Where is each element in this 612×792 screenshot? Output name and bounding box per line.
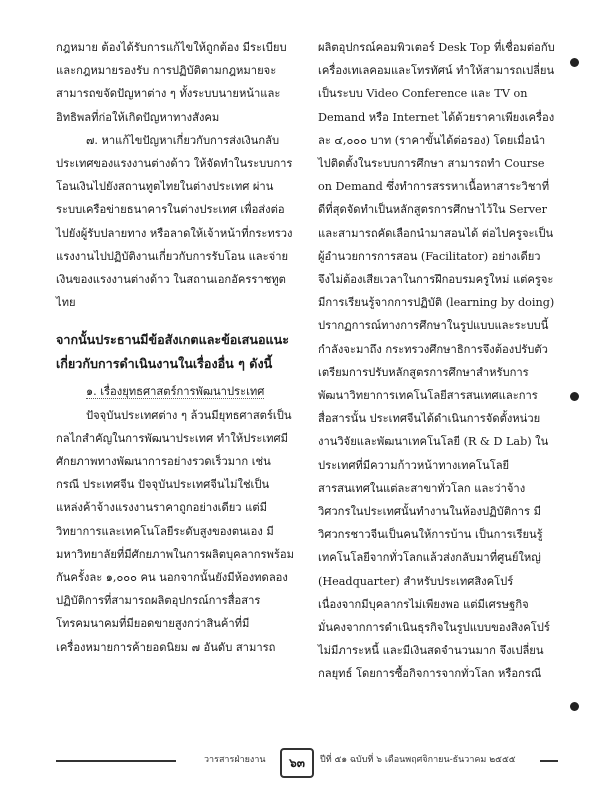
section-heading: จากนั้นประธานมีข้อสังเกตและข้อเสนอแนะเกี่ยวกับการดำเนินงานในเรื่องอื่น ๆ ดังนี้ [56,332,290,372]
list-item-heading [56,380,294,403]
page-number-logo: ๖๓ [280,748,314,778]
left-paragraph-2: ๗. หาแก้ไขปัญหาเกี่ยวกับการส่งเงินกลับประเทศของแรงงานต่างด้าว ให้จัดทำในระบบการโอนเงินไปยังสถานทูตไทยในต่างประเทศ ผ่านระบบเครือข่ายธนาคารในต่างประเทศ เพื่อส่งต่อไปยังผู้รับปลายทาง หรือลาดให้เจ้าหน้าที่กระทรวงแรงงานไปปฏิบัติงานเกี่ยวกับการรับโอน และจ่ายเงินของแรงงานต่างด้าว ในสถานเอกอัครราชทูตไทย [56,133,293,310]
footer-rule-right [540,760,558,762]
punch-hole-top [570,58,579,67]
punch-hole-middle [570,392,579,401]
left-column [56,36,294,659]
footer-rule-left [56,760,176,762]
left-paragraph-3: ปัจจุบันประเทศต่าง ๆ ล้วนมียุทธศาสตร์เป็นกลไกสำคัญในการพัฒนาประเทศ ทำให้ประเทศมีศักยภาพทางพัฒนาการอย่างรวดเร็วมาก เช่น กรณี ประเทศจีน ปัจจุบันประเทศจีนไม่ใช่เป็นแหล่งค้าจ้างแรงงานราคาถูกอย่างเดียว แต่มีวิทยาการและเทคโนโลยีระดับสูงของตนเอง มีมหาวิทยาลัยที่มีศักยภาพในการผลิตบุคลากรพร้อมกันครั้งละ ๑,๐๐๐ คน นอกจากนั้นยังมีห้องทดลองปฏิบัติการที่สามารถผลิตอุปกรณ์การสื่อสารโทรคมนาคมที่มียอดขายสูงกว่าสินค้าที่มีเครื่องหมายการค้ายอดนิยม ๗ อันดับ สามารถ [56,408,294,654]
left-paragraph-1: กฎหมาย ต้องได้รับการแก้ไขให้ถูกต้อง มีระเบียบ และกฎหมายรองรับ การปฏิบัติตามกฎหมายจะสามารถขจัดปัญหาต่าง ๆ ทั้งระบบนายหน้าและอิทธิพลที่ก่อให้เกิดปัญหาทางสังคม [56,41,287,124]
punch-hole-bottom [570,702,579,711]
list-item-title: ๑. เรื่องยุทธศาสตร์การพัฒนาประเทศ [86,385,265,399]
issue-info: ปีที่ ๕๑ ฉบับที่ ๖ เดือนพฤศจิกายน-ธันวาคม ๒๕๕๕ [320,755,516,765]
page-footer [56,748,558,778]
right-paragraph-1: ผลิตอุปกรณ์คอมพิวเตอร์ Desk Top ที่เชื่อมต่อกับเครื่องเทเลคอมและโทรทัศน์ ทำให้สามารถเปลี่ยนเป็นระบบ Video Conference และ TV on Demand หรือ Internet ได้ด้วยราคาเพียงเครื่องละ ๔,๐๐๐ บาท (ราคาขั้นได้ต่อรอง) โดยเมื่อนำไปติดตั้งในระบบการศึกษา สามารถทำ Course on Demand ซึ่งทำการสรรหาเนื้อหาสาระวิชาที่ดีที่สุดจัดทำเป็นหลักสูตรการศึกษาไว้ใน Server และสามารถคัดเลือกนำมาสอนได้ ต่อไปครูจะเป็นผู้อำนวยการการสอน (Facilitator) อย่างเดียว จึงไม่ต้องเสียเวลาในการฝึกอบรมครูใหม่ แต่ครูจะมีการเรียนรู้จากการปฏิบัติ (learning by doing) ปรากฏการณ์ทางการศึกษาในรูปแบบและระบบนี้กำลังจะมาถึง กระทรวงศึกษาธิการจึงต้องปรับตัวเตรียมการปรับหลักสูตรการศึกษาสำหรับการพัฒนาวิทยาการเทคโนโลยีสารสนเทศและการสื่อสารนั้น ประเทศจีนได้ดำเนินการจัดตั้งหน่วยงานวิจัยและพัฒนาเทคโนโลยี (R & D Lab) ในประเทศที่มีความก้าวหน้าทางเทคโนโลยีสารสนเทศในแต่ละสาขาทั่วโลก และว่าจ้างวิศวกรในประเทศนั้นทำงานในห้องปฏิบัติการ มีวิศวกรชาวจีนเป็นคนให้การบ้าน เป็นการเรียนรู้เทคโนโลยีจากทั่วโลกแล้วส่งกลับมาที่ศูนย์ใหญ่ (Headquarter) สำหรับประเทศสิงคโปร์เนื่องจากมีบุคลากรไม่เพียงพอ แต่มีเศรษฐกิจมั่นคงจากการดำเนินธุรกิจในรูปแบบของสิงคโปร์ไม่มีภาระหนี้ และมีเงินสดจำนวนมาก จึงเปลี่ยนกลยุทธ์ โดยการซื้อกิจการจากทั่วโลก หรือกรณี [318,41,555,681]
publication-name: วารสารฝ่ายงาน [204,755,266,765]
right-column [318,36,556,686]
